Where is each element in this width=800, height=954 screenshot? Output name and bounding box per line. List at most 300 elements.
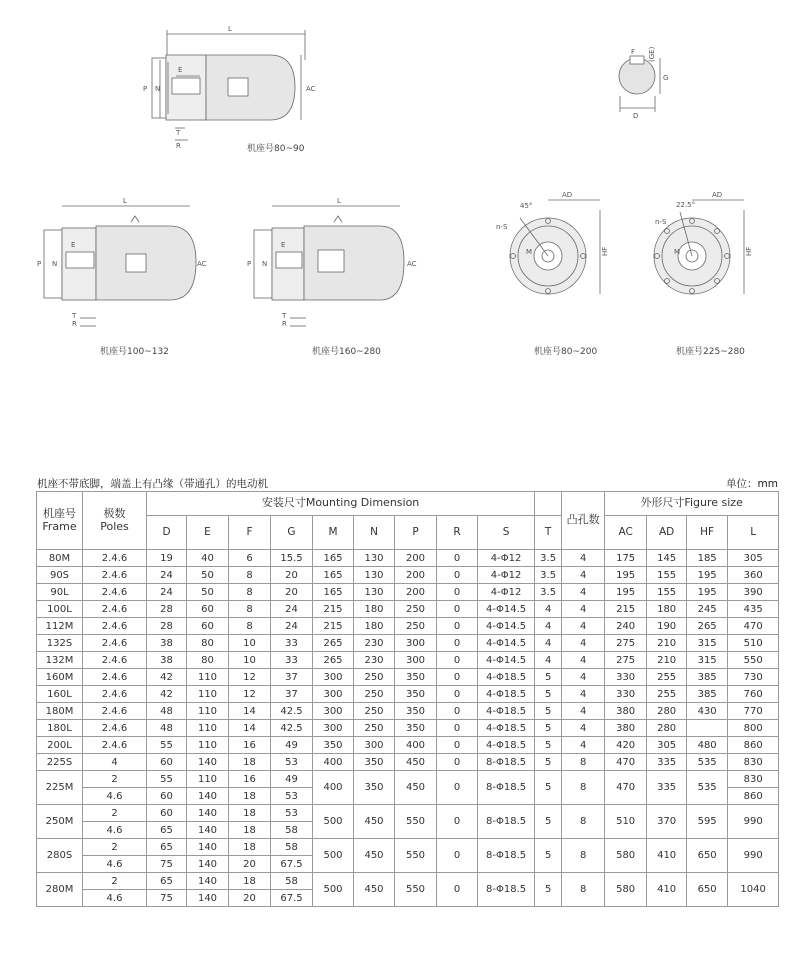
cell-poles: 2.4.6 — [83, 550, 147, 567]
cell-g: 53 — [271, 805, 313, 822]
cell-ad: 180 — [647, 601, 687, 618]
cell-hf: 595 — [687, 805, 728, 839]
cell-l: 770 — [728, 703, 779, 720]
drawing-flange-225-280 — [654, 200, 744, 294]
cell-s: 4-Φ12 — [478, 567, 535, 584]
cell-t: 5 — [535, 839, 562, 873]
cell-l: 360 — [728, 567, 779, 584]
cell-p: 550 — [395, 873, 437, 907]
dim-AC-2: AC — [197, 260, 207, 268]
cell-poles: 2 — [83, 771, 147, 788]
cell-d: 60 — [147, 805, 187, 822]
cell-r: 0 — [437, 754, 478, 771]
cell-p: 350 — [395, 720, 437, 737]
cell-p: 200 — [395, 550, 437, 567]
cell-f: 18 — [229, 754, 271, 771]
cell-n: 450 — [354, 839, 395, 873]
cell-p: 300 — [395, 652, 437, 669]
cell-poles: 4 — [83, 754, 147, 771]
cell-frame: 90S — [37, 567, 83, 584]
cell-poles: 2.4.6 — [83, 635, 147, 652]
cell-s: 4-Φ14.5 — [478, 652, 535, 669]
cell-frame: 90L — [37, 584, 83, 601]
table-row — [37, 652, 779, 669]
cell-t: 5 — [535, 805, 562, 839]
dim-R-2: R — [72, 320, 77, 328]
cell-e: 80 — [187, 635, 229, 652]
cell-ad: 155 — [647, 584, 687, 601]
cell-bosses: 8 — [562, 873, 605, 907]
cell-t: 5 — [535, 669, 562, 686]
cell-ac: 580 — [605, 873, 647, 907]
cell-m: 265 — [313, 635, 354, 652]
cell-hf: 385 — [687, 669, 728, 686]
cell-ad: 255 — [647, 686, 687, 703]
cell-e: 110 — [187, 771, 229, 788]
cell-bosses: 4 — [562, 584, 605, 601]
cell-m: 215 — [313, 601, 354, 618]
cell-n: 130 — [354, 567, 395, 584]
cell-t: 3.5 — [535, 584, 562, 601]
table-row — [37, 873, 779, 890]
cell-r: 0 — [437, 720, 478, 737]
cell-frame: 225S — [37, 754, 83, 771]
cell-bosses: 8 — [562, 754, 605, 771]
cell-g: 37 — [271, 686, 313, 703]
dim-E: E — [178, 66, 183, 74]
cell-g: 58 — [271, 839, 313, 856]
cell-f: 16 — [229, 737, 271, 754]
cell-d: 55 — [147, 771, 187, 788]
cell-frame: 100L — [37, 601, 83, 618]
cell-d: 55 — [147, 737, 187, 754]
cell-f: 8 — [229, 601, 271, 618]
cell-e: 140 — [187, 822, 229, 839]
drawing-frame-80-90 — [152, 30, 305, 140]
cell-d: 60 — [147, 754, 187, 771]
cell-poles: 4.6 — [83, 890, 147, 907]
cell-m: 400 — [313, 754, 354, 771]
cell-l: 305 — [728, 550, 779, 567]
cell-hf: 430 — [687, 703, 728, 720]
cell-ad: 145 — [647, 550, 687, 567]
cell-f: 8 — [229, 567, 271, 584]
cell-e: 140 — [187, 890, 229, 907]
cell-t: 5 — [535, 771, 562, 805]
cell-ac: 380 — [605, 720, 647, 737]
cell-ac: 195 — [605, 567, 647, 584]
cell-ac: 330 — [605, 669, 647, 686]
cell-t: 4 — [535, 618, 562, 635]
cell-frame: 225M — [37, 771, 83, 805]
cell-f: 16 — [229, 771, 271, 788]
cell-e: 110 — [187, 703, 229, 720]
cell-bosses: 4 — [562, 618, 605, 635]
cell-g: 33 — [271, 652, 313, 669]
cell-m: 300 — [313, 669, 354, 686]
dim-R: R — [176, 142, 181, 150]
cell-r: 0 — [437, 873, 478, 907]
cell-t: 4 — [535, 601, 562, 618]
cell-frame: 200L — [37, 737, 83, 754]
cell-ac: 275 — [605, 635, 647, 652]
cell-n: 350 — [354, 771, 395, 805]
cell-p: 350 — [395, 686, 437, 703]
cell-g: 53 — [271, 788, 313, 805]
angle-45: 45° — [520, 202, 533, 210]
col-header-r: R — [437, 516, 478, 550]
cell-p: 350 — [395, 669, 437, 686]
cell-e: 140 — [187, 839, 229, 856]
dim-L: L — [228, 25, 232, 33]
cell-g: 24 — [271, 618, 313, 635]
cell-e: 110 — [187, 720, 229, 737]
cell-l: 990 — [728, 839, 779, 873]
cell-d: 19 — [147, 550, 187, 567]
dim-P: P — [143, 85, 148, 93]
cell-m: 400 — [313, 771, 354, 805]
dim-N: N — [155, 85, 161, 93]
dim-D: D — [633, 112, 639, 120]
cell-ad: 410 — [647, 873, 687, 907]
header-frame: 机座号 Frame — [37, 492, 83, 550]
cell-d: 28 — [147, 618, 187, 635]
cell-ac: 275 — [605, 652, 647, 669]
cell-t: 3.5 — [535, 567, 562, 584]
cell-t: 4 — [535, 635, 562, 652]
dim-P-2: P — [37, 260, 42, 268]
caption-flange-225-280: 机座号225~280 — [676, 347, 745, 357]
cell-e: 140 — [187, 788, 229, 805]
cell-n: 250 — [354, 686, 395, 703]
cell-s: 4-Φ14.5 — [478, 601, 535, 618]
cell-r: 0 — [437, 584, 478, 601]
cell-g: 24 — [271, 601, 313, 618]
cell-hf: 650 — [687, 873, 728, 907]
cell-e: 140 — [187, 856, 229, 873]
table-row — [37, 720, 779, 737]
cell-f: 6 — [229, 550, 271, 567]
cell-s: 4-Φ18.5 — [478, 737, 535, 754]
cell-n: 250 — [354, 703, 395, 720]
cell-l: 435 — [728, 601, 779, 618]
cell-ad: 155 — [647, 567, 687, 584]
cell-ad: 305 — [647, 737, 687, 754]
dim-HF: HF — [601, 246, 609, 256]
cell-ad: 280 — [647, 720, 687, 737]
cell-p: 350 — [395, 703, 437, 720]
cell-m: 165 — [313, 584, 354, 601]
cell-ac: 470 — [605, 771, 647, 805]
unit-label: 单位：mm — [726, 478, 778, 490]
cell-m: 500 — [313, 805, 354, 839]
cell-frame: 250M — [37, 805, 83, 839]
cell-p: 550 — [395, 839, 437, 873]
cell-hf: 535 — [687, 771, 728, 805]
cell-e: 110 — [187, 686, 229, 703]
cell-d: 38 — [147, 635, 187, 652]
cell-ad: 335 — [647, 754, 687, 771]
cell-d: 65 — [147, 873, 187, 890]
dim-L-2: L — [123, 197, 127, 205]
cell-g: 58 — [271, 873, 313, 890]
cell-g: 49 — [271, 771, 313, 788]
dim-n-S: n-S — [496, 223, 508, 231]
table-row — [37, 584, 779, 601]
cell-r: 0 — [437, 635, 478, 652]
cell-e: 40 — [187, 550, 229, 567]
cell-ad: 255 — [647, 669, 687, 686]
table-row — [37, 737, 779, 754]
cell-s: 4-Φ18.5 — [478, 669, 535, 686]
cell-d: 42 — [147, 686, 187, 703]
cell-g: 58 — [271, 822, 313, 839]
col-header-d: D — [147, 516, 187, 550]
dim-n-S-2: n-S — [655, 218, 667, 226]
cell-hf: 650 — [687, 839, 728, 873]
dim-G: G — [663, 74, 669, 82]
cell-s: 8-Φ18.5 — [478, 839, 535, 873]
drawing-frame-100-132 — [44, 206, 196, 326]
cell-ac: 195 — [605, 584, 647, 601]
dim-R-3: R — [282, 320, 287, 328]
cell-hf: 480 — [687, 737, 728, 754]
cell-f: 10 — [229, 635, 271, 652]
cell-p: 450 — [395, 771, 437, 805]
cell-n: 300 — [354, 737, 395, 754]
cell-f: 8 — [229, 584, 271, 601]
dim-T-2: T — [72, 312, 77, 320]
cell-r: 0 — [437, 567, 478, 584]
cell-bosses: 4 — [562, 635, 605, 652]
cell-p: 200 — [395, 567, 437, 584]
cell-poles: 2.4.6 — [83, 720, 147, 737]
cell-ac: 510 — [605, 805, 647, 839]
cell-n: 450 — [354, 873, 395, 907]
cell-s: 8-Φ18.5 — [478, 754, 535, 771]
cell-d: 24 — [147, 567, 187, 584]
cell-g: 33 — [271, 635, 313, 652]
cell-bosses: 4 — [562, 669, 605, 686]
cell-l: 730 — [728, 669, 779, 686]
cell-hf — [687, 720, 728, 737]
header-mounting-dimension: 安装尺寸Mounting Dimension — [147, 492, 535, 516]
dim-GE: (GE) — [648, 46, 656, 62]
cell-r: 0 — [437, 652, 478, 669]
table-row — [37, 754, 779, 771]
cell-l: 470 — [728, 618, 779, 635]
cell-e: 60 — [187, 601, 229, 618]
cell-l: 510 — [728, 635, 779, 652]
cell-s: 4-Φ14.5 — [478, 635, 535, 652]
cell-g: 42.5 — [271, 720, 313, 737]
cell-p: 250 — [395, 601, 437, 618]
cell-m: 500 — [313, 839, 354, 873]
drawing-frame-160-280 — [254, 206, 404, 326]
cell-d: 75 — [147, 856, 187, 873]
cell-ac: 175 — [605, 550, 647, 567]
cell-m: 350 — [313, 737, 354, 754]
drawing-shaft-key — [619, 56, 660, 112]
cell-f: 8 — [229, 618, 271, 635]
cell-poles: 2.4.6 — [83, 567, 147, 584]
cell-s: 8-Φ18.5 — [478, 873, 535, 907]
cell-ad: 280 — [647, 703, 687, 720]
cell-e: 140 — [187, 873, 229, 890]
cell-t: 5 — [535, 737, 562, 754]
angle-22-5: 22.5° — [676, 201, 696, 209]
cell-r: 0 — [437, 737, 478, 754]
table-row — [37, 805, 779, 822]
dim-T-3: T — [282, 312, 287, 320]
cell-e: 50 — [187, 584, 229, 601]
dim-AC-3: AC — [407, 260, 417, 268]
cell-ad: 210 — [647, 652, 687, 669]
cell-t: 5 — [535, 754, 562, 771]
table-row — [37, 635, 779, 652]
cell-bosses: 4 — [562, 686, 605, 703]
cell-ac: 240 — [605, 618, 647, 635]
dim-HF-2: HF — [745, 246, 753, 256]
cell-bosses: 8 — [562, 771, 605, 805]
cell-g: 37 — [271, 669, 313, 686]
cell-e: 110 — [187, 737, 229, 754]
cell-hf: 195 — [687, 567, 728, 584]
cell-hf: 315 — [687, 635, 728, 652]
dim-N-2: N — [52, 260, 58, 268]
cell-s: 8-Φ18.5 — [478, 771, 535, 805]
cell-s: 4-Φ12 — [478, 550, 535, 567]
dim-E-2: E — [71, 241, 76, 249]
cell-poles: 2.4.6 — [83, 686, 147, 703]
table-title: 机座不带底脚，端盖上有凸缘（带通孔）的电动机 — [37, 478, 268, 490]
cell-n: 250 — [354, 669, 395, 686]
technical-drawings — [0, 0, 800, 420]
cell-r: 0 — [437, 805, 478, 839]
cell-hf: 265 — [687, 618, 728, 635]
cell-e: 140 — [187, 805, 229, 822]
col-header-p: P — [395, 516, 437, 550]
cell-r: 0 — [437, 771, 478, 805]
cell-s: 4-Φ12 — [478, 584, 535, 601]
cell-bosses: 8 — [562, 839, 605, 873]
cell-t: 5 — [535, 873, 562, 907]
col-header-l: L — [728, 516, 779, 550]
dim-M: M — [526, 248, 533, 256]
drawing-flange-80-200 — [510, 200, 600, 294]
cell-l: 860 — [728, 788, 779, 805]
cell-poles: 2 — [83, 805, 147, 822]
cell-r: 0 — [437, 686, 478, 703]
cell-f: 20 — [229, 890, 271, 907]
cell-g: 53 — [271, 754, 313, 771]
cell-poles: 4.6 — [83, 856, 147, 873]
cell-poles: 2.4.6 — [83, 652, 147, 669]
dim-N-3: N — [262, 260, 268, 268]
cell-bosses: 4 — [562, 601, 605, 618]
cell-f: 10 — [229, 652, 271, 669]
cell-g: 42.5 — [271, 703, 313, 720]
cell-n: 230 — [354, 635, 395, 652]
cell-poles: 2.4.6 — [83, 618, 147, 635]
cell-s: 8-Φ18.5 — [478, 805, 535, 839]
cell-frame: 180L — [37, 720, 83, 737]
caption-frame-100-132: 机座号100~132 — [100, 347, 169, 357]
cell-f: 18 — [229, 788, 271, 805]
cell-l: 830 — [728, 754, 779, 771]
caption-frame-80-90: 机座号80~90 — [247, 144, 305, 154]
cell-g: 67.5 — [271, 890, 313, 907]
cell-ad: 210 — [647, 635, 687, 652]
cell-poles: 2.4.6 — [83, 737, 147, 754]
cell-r: 0 — [437, 601, 478, 618]
dim-P-3: P — [247, 260, 252, 268]
cell-frame: 132M — [37, 652, 83, 669]
cell-frame: 160M — [37, 669, 83, 686]
cell-p: 200 — [395, 584, 437, 601]
cell-s: 4-Φ18.5 — [478, 703, 535, 720]
cell-n: 130 — [354, 550, 395, 567]
cell-g: 49 — [271, 737, 313, 754]
cell-frame: 180M — [37, 703, 83, 720]
col-header-n: N — [354, 516, 395, 550]
cell-r: 0 — [437, 839, 478, 873]
cell-ac: 470 — [605, 754, 647, 771]
cell-r: 0 — [437, 703, 478, 720]
cell-hf: 315 — [687, 652, 728, 669]
cell-poles: 2.4.6 — [83, 669, 147, 686]
cell-l: 800 — [728, 720, 779, 737]
cell-e: 140 — [187, 754, 229, 771]
cell-f: 18 — [229, 822, 271, 839]
table-row — [37, 771, 779, 788]
cell-poles: 2.4.6 — [83, 584, 147, 601]
cell-frame: 160L — [37, 686, 83, 703]
header-blank — [535, 492, 562, 516]
cell-ac: 380 — [605, 703, 647, 720]
header-bosses: 凸孔数 — [562, 492, 605, 550]
cell-d: 24 — [147, 584, 187, 601]
cell-t: 3.5 — [535, 550, 562, 567]
cell-m: 165 — [313, 567, 354, 584]
cell-m: 165 — [313, 550, 354, 567]
cell-ad: 335 — [647, 771, 687, 805]
cell-r: 0 — [437, 550, 478, 567]
col-header-e: E — [187, 516, 229, 550]
table-row — [37, 686, 779, 703]
col-header-g: G — [271, 516, 313, 550]
cell-poles: 2 — [83, 839, 147, 856]
cell-p: 400 — [395, 737, 437, 754]
cell-l: 390 — [728, 584, 779, 601]
cell-n: 130 — [354, 584, 395, 601]
cell-d: 65 — [147, 839, 187, 856]
cell-m: 300 — [313, 720, 354, 737]
cell-hf: 385 — [687, 686, 728, 703]
cell-bosses: 4 — [562, 720, 605, 737]
dimension-table — [36, 491, 779, 907]
cell-bosses: 4 — [562, 703, 605, 720]
cell-d: 75 — [147, 890, 187, 907]
cell-poles: 2.4.6 — [83, 601, 147, 618]
cell-m: 300 — [313, 703, 354, 720]
col-header-ad: AD — [647, 516, 687, 550]
col-header-s: S — [478, 516, 535, 550]
header-figure-size: 外形尺寸Figure size — [605, 492, 779, 516]
cell-e: 50 — [187, 567, 229, 584]
cell-frame: 280M — [37, 873, 83, 907]
col-header-m: M — [313, 516, 354, 550]
